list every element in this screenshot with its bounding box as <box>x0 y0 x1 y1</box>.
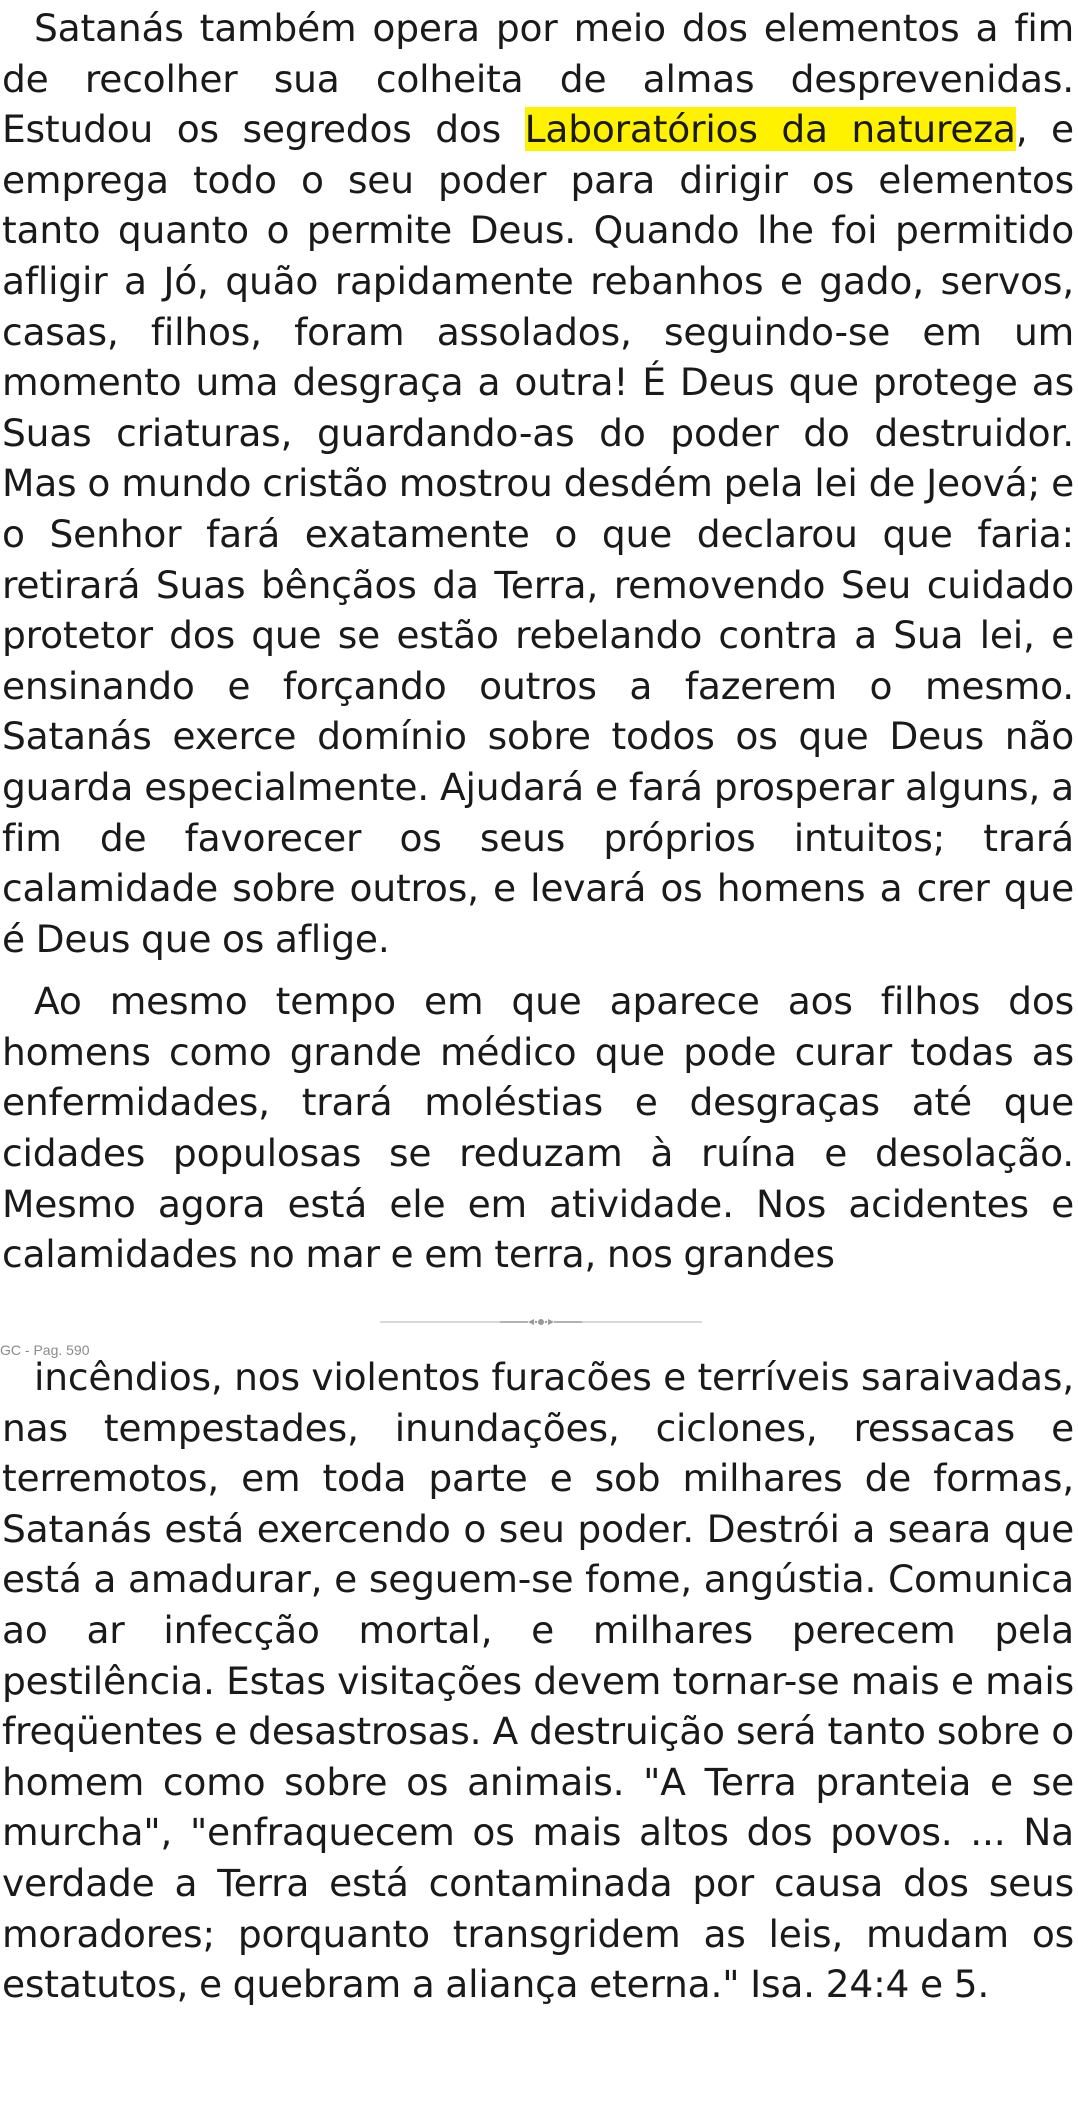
paragraph: Ao mesmo tempo em que aparece aos filhos dos homens como grande médico que pode curar todas as enfermidades, trará moléstias e desgraças até que cidades populosas se reduzam à ruína e desolação. Mesmo agora está ele em atividade. Nos acidentes e calamidades no mar e em terra, nos grandes <box>2 979 1074 1277</box>
paragraph-text: , e emprega todo o seu poder para dirigir os elementos tanto quanto o permite Deus. Quando lhe foi permitido afligir a Jó, quão rapidamente rebanhos e gado, servos, casas, filhos, foram assolados, seguindo-se em um momento uma desgraça a outra! É Deus que protege as Suas criaturas, guardando-as do poder do destruidor. Mas o mundo cristão mostrou desdém pela lei de Jeová; e o Senhor fará exatamente o que declarou que faria: retirará Suas bênçãos da Terra, removendo Seu cuidado protetor dos que se estão rebelando contra a Sua lei, e ensinando e forçando outros a fazerem o mesmo. Satanás exerce domínio sobre todos os que Deus não guarda especialmente. Ajudará e fará prosperar alguns, a fim de favorecer os seus próprios intuitos; trará calamidade sobre outros, e levará os homens a crer que é Deus que os aflige. <box>2 107 1074 961</box>
paragraph-text: Satanás também opera por meio dos elementos a fim de recolher sua colheita de almas desprevenidas. Estudou os segredos dos <box>2 6 1074 152</box>
page-label: GC - Pag. 590 <box>0 1342 90 1358</box>
page-591-text <box>2 1352 1074 2010</box>
paragraph: incêndios, nos violentos furacões e terríveis saraivadas, nas tempestades, inundações, ciclones, ressacas e terremotos, em toda parte e sob milhares de formas, Satanás está exercendo o seu poder. Destrói a seara que está a amadurar, e seguem-se fome, angústia. Comunica ao ar infecção mortal, e milhares perecem pela pestilência. Estas visitações devem tornar-se mais e mais freqüentes e desastrosas. A destruição será tanto sobre o homem como sobre os animais. "A Terra pranteia e se murcha", "enfraquecem os mais altos dos povos. ... Na verdade a Terra está contaminada por causa dos seus moradores; porquanto transgridem as leis, mudam os estatutos, e quebram a aliança eterna." Isa. 24:4 e 5. <box>2 1355 1074 2007</box>
page-590-text-top <box>2 3 1074 1280</box>
highlighted-text[interactable]: Laboratórios da natureza <box>524 107 1016 152</box>
paragraph <box>2 3 1074 964</box>
page-divider-ornament <box>380 1317 702 1327</box>
